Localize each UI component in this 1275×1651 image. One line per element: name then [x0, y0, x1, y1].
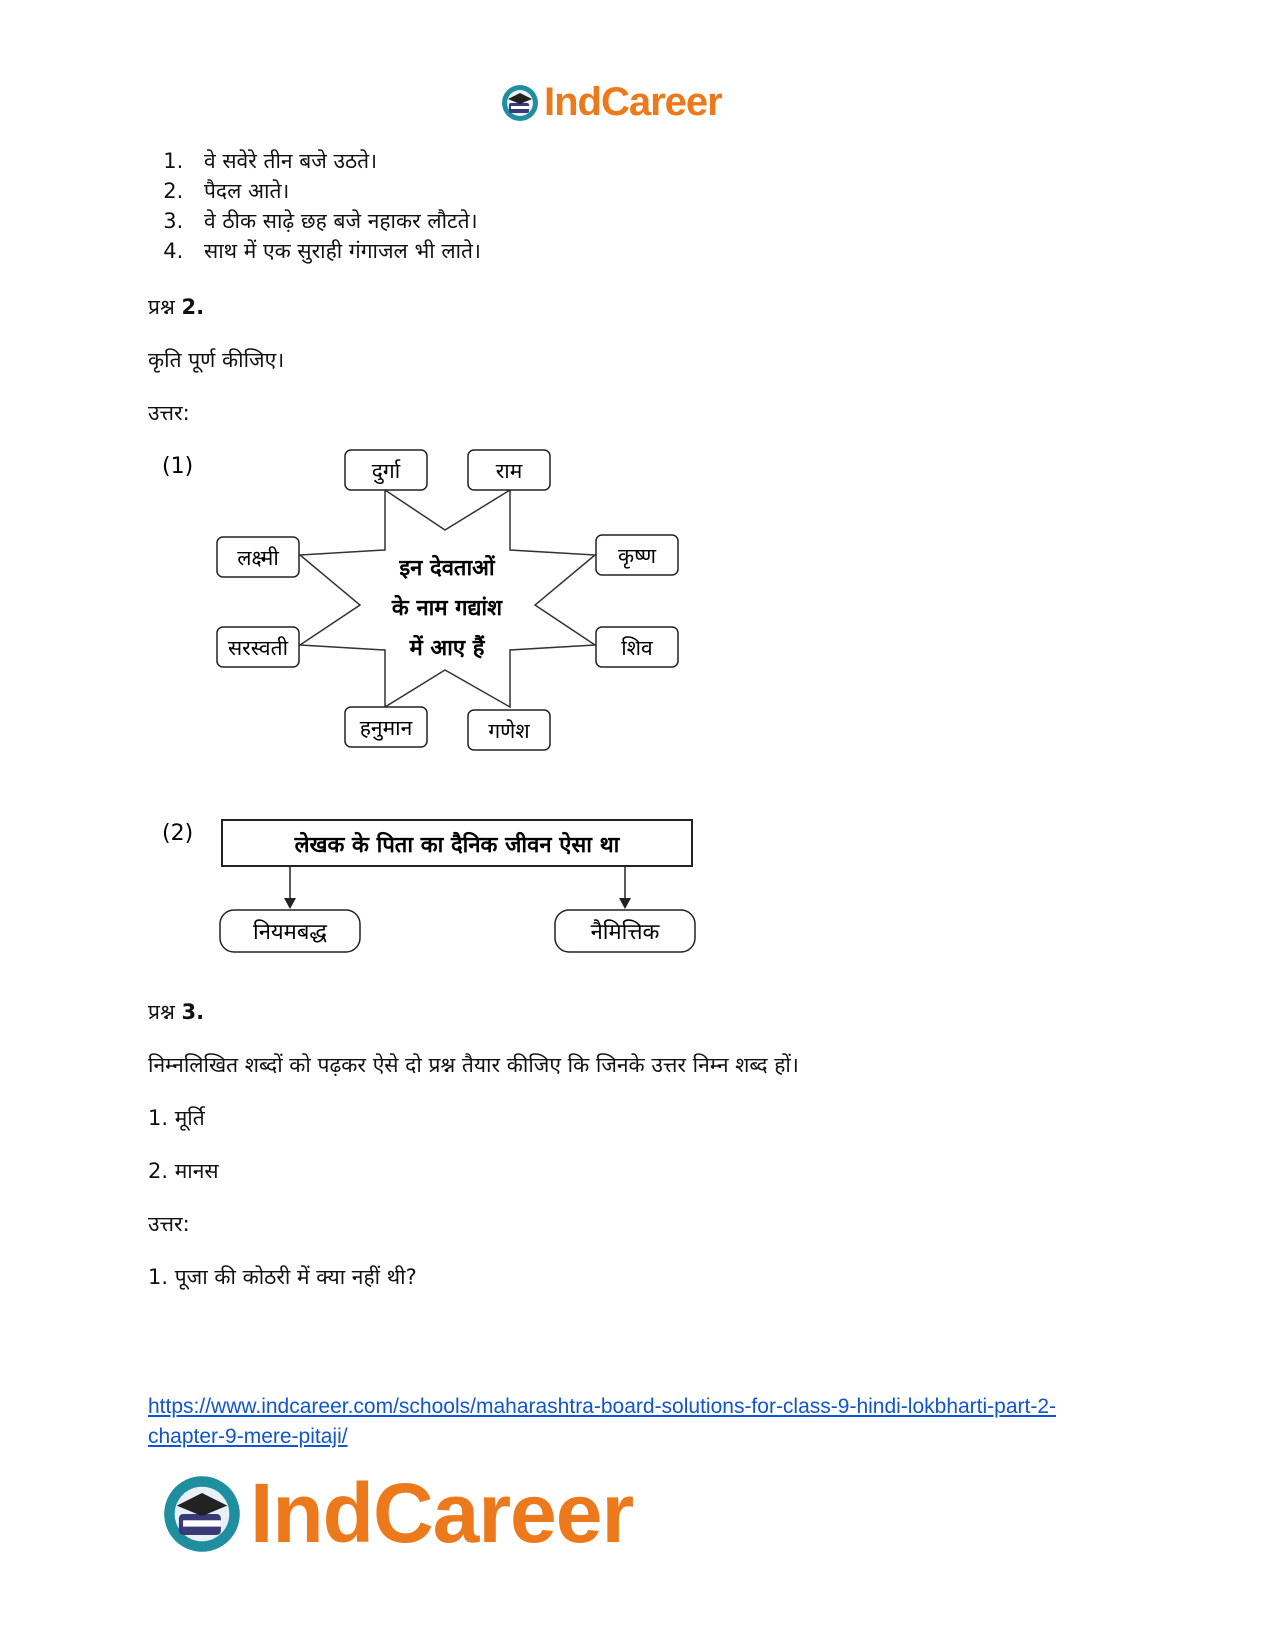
brand-emblem-icon [160, 1472, 244, 1556]
deity-name: कृष्ण [617, 544, 657, 568]
deity-name: दुर्गा [371, 459, 401, 483]
deity-box [596, 627, 678, 667]
brand-name: IndCareer [250, 1466, 634, 1560]
brand-logo-bottom [160, 1465, 633, 1562]
deity-box [468, 710, 550, 750]
star-center-line: में आए हैं [409, 636, 485, 661]
deities-star-diagram [150, 445, 710, 775]
star-center-line: के नाम गद्यांश [391, 596, 503, 621]
question-3-heading [148, 998, 204, 1026]
brand-name: IndCareer [544, 80, 722, 124]
deity-name: लक्ष्मी [237, 546, 279, 570]
deity-name: राम [495, 459, 523, 483]
deity-name: सरस्वती [227, 636, 289, 660]
word-item: 1. मूर्ति [148, 1106, 205, 1130]
diagram-1-marker: (1) [162, 454, 194, 479]
list-item: 3. वे ठीक साढ़े छह बजे नहाकर लौटते। [190, 206, 481, 236]
star-center-line: इन देवताओं [399, 556, 495, 581]
question-2-heading [148, 293, 204, 321]
deity-box [596, 535, 678, 575]
answer-text: 1. पूजा की कोठरी में क्या नहीं थी? [148, 1265, 417, 1289]
arrow-head-icon [284, 898, 296, 909]
question-number: 2. [181, 295, 205, 319]
outcome-right: नैमित्तिक [590, 920, 660, 945]
answer-label: उत्तर: [148, 1212, 190, 1236]
question-number: 3. [181, 1000, 205, 1024]
deity-box [468, 450, 550, 490]
deity-name: हनुमान [359, 716, 413, 740]
question-2-instruction: कृति पूर्ण कीजिए। [148, 348, 285, 372]
deity-name: शिव [621, 636, 653, 660]
list-item: 2. पैदल आते। [190, 176, 481, 206]
daily-life-diagram [150, 815, 710, 965]
deity-box [217, 537, 299, 577]
list-item: 4. साथ में एक सुराही गंगाजल भी लाते। [190, 236, 481, 266]
diagram-2-title: लेखक के पिता का दैनिक जीवन ऐसा था [294, 833, 620, 858]
list-item: 1. वे सवेरे तीन बजे उठते। [190, 146, 481, 176]
deity-name: गणेश [488, 719, 530, 743]
brand-logo-top [500, 80, 722, 125]
question-3-instruction: निम्नलिखित शब्दों को पढ़कर ऐसे दो प्रश्न तैयार कीजिए कि जिनके उत्तर निम्न शब्द हों। [148, 1053, 799, 1077]
answer-label: उत्तर: [148, 401, 190, 425]
brand-emblem-icon [500, 83, 540, 123]
outcome-left: नियमबद्ध [253, 920, 327, 945]
deity-box [345, 707, 427, 747]
answer-list [170, 146, 481, 266]
deity-box [345, 450, 427, 490]
word-item: 2. मानस [148, 1159, 219, 1183]
deity-box [217, 627, 299, 667]
question-label: प्रश्न [148, 295, 175, 319]
question-label: प्रश्न [148, 1000, 175, 1024]
diagram-2-marker: (2) [162, 821, 194, 846]
source-link[interactable]: https://www.indcareer.com/schools/maharashtra-board-solutions-for-class-9-hindi-lokbharti-part-2-chapter-9-mere-pitaji/ [148, 1395, 1057, 1448]
arrow-head-icon [619, 898, 631, 909]
